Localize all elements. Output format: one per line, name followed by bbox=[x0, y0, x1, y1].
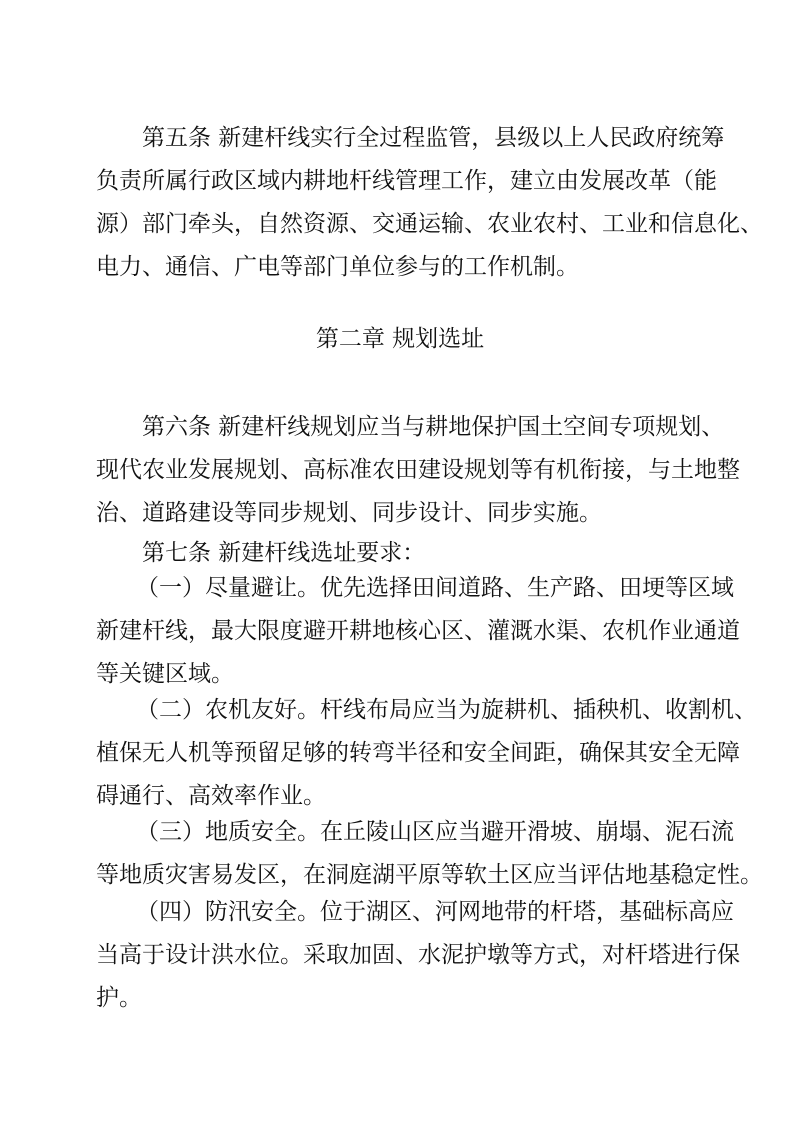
text-line: （三）地质安全。在丘陵山区应当避开滑坡、崩塌、泥石流 bbox=[136, 819, 734, 845]
text-line: 第六条 新建杆线规划应当与耕地保护国土空间专项规划、 bbox=[142, 414, 725, 440]
text-line: 新建杆线，最大限度避开耕地核心区、灌溉水渠、农机作业通道 bbox=[96, 618, 740, 644]
item-2-paragraph bbox=[96, 689, 757, 818]
item-3-paragraph bbox=[96, 811, 763, 897]
text-line: 植保无人机等预留足够的转弯半径和安全间距，确保其安全无障 bbox=[96, 740, 740, 766]
text-line: 等关键区域。 bbox=[96, 661, 234, 687]
text-line: 护。 bbox=[96, 985, 142, 1011]
text-line: 电力、通信、广电等部门单位参与的工作机制。 bbox=[96, 254, 579, 280]
item-1-paragraph bbox=[96, 567, 740, 696]
article-5-paragraph bbox=[96, 117, 763, 289]
text-line: 第五条 新建杆线实行全过程监管，县级以上人民政府统筹 bbox=[142, 125, 725, 151]
text-line: 当高于设计洪水位。采取加固、水泥护墩等方式，对杆塔进行保 bbox=[96, 942, 740, 968]
text-line: 等地质灾害易发区，在洞庭湖平原等软土区应当评估地基稳定性。 bbox=[96, 862, 763, 888]
item-4-paragraph bbox=[96, 891, 740, 1020]
chapter-2-heading bbox=[0, 318, 800, 361]
text-line: （四）防汛安全。位于湖区、河网地带的杆塔，基础标高应 bbox=[136, 899, 734, 925]
text-line: 治、道路建设等同步规划、同步设计、同步实施。 bbox=[96, 500, 602, 526]
text-line: 碍通行、高效率作业。 bbox=[96, 783, 326, 809]
text-line: （二）农机友好。杆线布局应当为旋耕机、插秧机、收割机、 bbox=[136, 697, 757, 723]
text-line: 现代农业发展规划、高标准农田建设规划等有机衔接，与土地整 bbox=[96, 457, 740, 483]
text-line: 负责所属行政区域内耕地杆线管理工作，建立由发展改革（能 bbox=[96, 168, 717, 194]
article-6-paragraph bbox=[96, 406, 740, 535]
chapter-title: 第二章 规划选址 bbox=[315, 326, 485, 352]
text-line: 第七条 新建杆线选址要求： bbox=[142, 540, 426, 566]
text-line: 源）部门牵头，自然资源、交通运输、农业农村、工业和信息化、 bbox=[96, 211, 763, 237]
text-line: （一）尽量避让。优先选择田间道路、生产路、田埂等区域 bbox=[136, 575, 734, 601]
